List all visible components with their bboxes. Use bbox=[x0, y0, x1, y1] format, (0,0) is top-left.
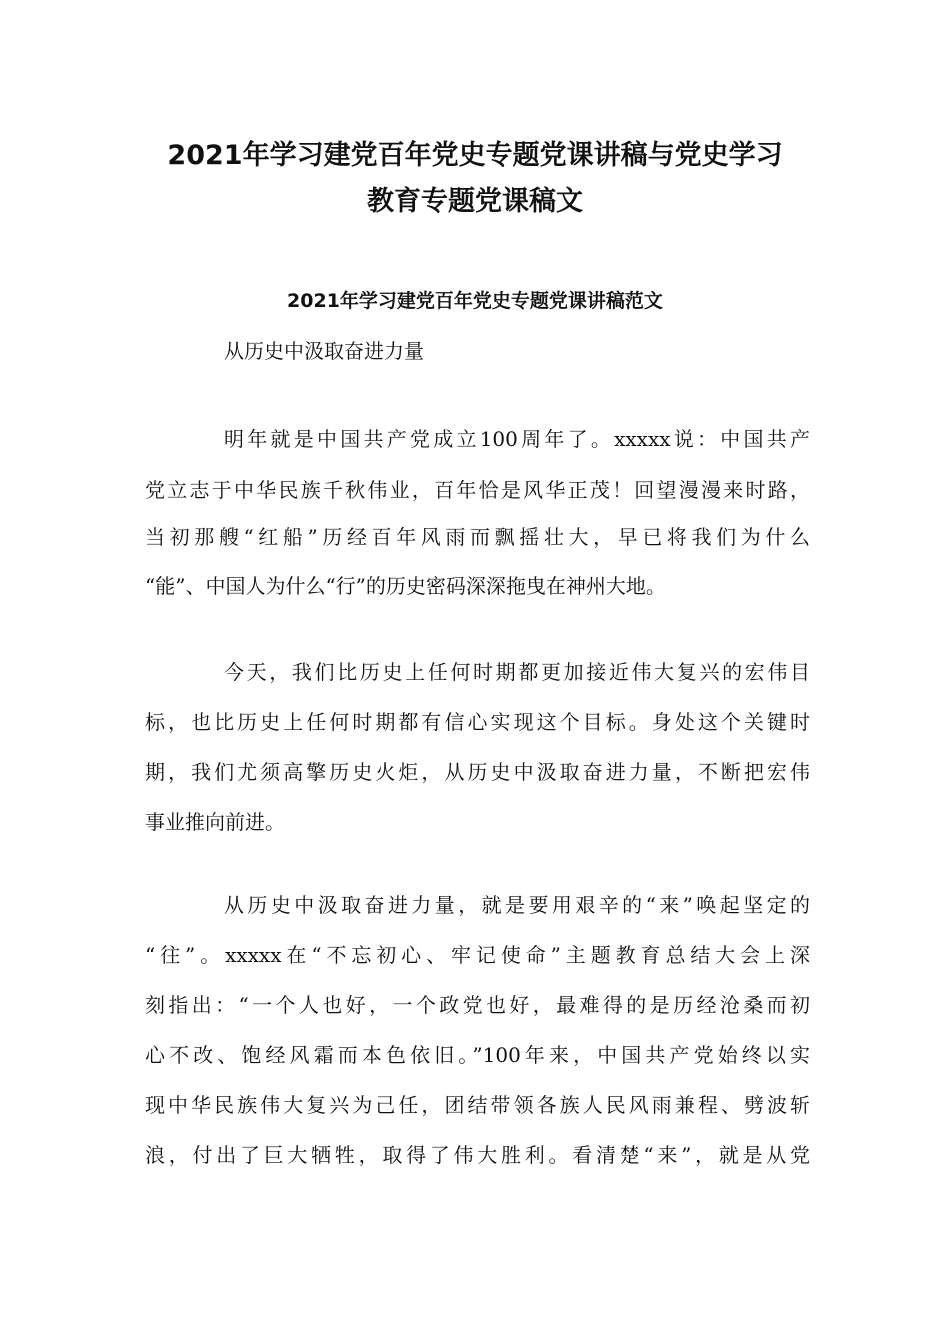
paragraph-2-line-3: 期，我们尤须高擎历史火炬，从历史中汲取奋进力量，不断把宏伟 bbox=[145, 760, 810, 784]
paragraph-2-line-1: 今天，我们比历史上任何时期都更加接近伟大复兴的宏伟目 bbox=[224, 660, 810, 684]
paragraph-1-line-3: 当初那艘“红船”历经百年风雨而飘摇壮大，早已将我们为什么 bbox=[145, 525, 810, 549]
paragraph-3-line-5: 现中华民族伟大复兴为己任，团结带领各族人民风雨兼程、劈波斩 bbox=[145, 1093, 810, 1117]
paragraph-3-line-4: 心不改、饱经风霜而本色依旧。”100年来，中国共产党始终以实 bbox=[145, 1043, 810, 1067]
document-title-line-1: 2021年学习建党百年党史专题党课讲稿与党史学习 bbox=[167, 140, 783, 171]
paragraph-2-line-4: 事业推向前进。 bbox=[145, 810, 285, 834]
paragraph-3-line-6: 浪，付出了巨大牺牲，取得了伟大胜利。看清楚“来”，就是从党 bbox=[145, 1143, 810, 1167]
document-title-line-2: 教育专题党课稿文 bbox=[367, 186, 583, 217]
paragraph-2-line-2: 标，也比历史上任何时期都有信心实现这个目标。身处这个关键时 bbox=[145, 710, 810, 734]
paragraph-3-line-3: 刻指出：“一个人也好，一个政党也好，最难得的是历经沧桑而初 bbox=[145, 993, 810, 1017]
paragraph-3-line-2: “往”。xxxxx在“不忘初心、牢记使命”主题教育总结大会上深 bbox=[145, 943, 810, 967]
section-subtitle: 2021年学习建党百年党史专题党课讲稿范文 bbox=[287, 290, 663, 312]
paragraph-1-line-2: 党立志于中华民族千秋伟业，百年恰是风华正茂！回望漫漫来时路， bbox=[145, 478, 810, 502]
paragraph-1-line-4: “能”、中国人为什么“行”的历史密码深深拖曳在神州大地。 bbox=[145, 574, 666, 598]
paragraph-3-line-1: 从历史中汲取奋进力量，就是要用艰辛的“来”唤起坚定的 bbox=[224, 893, 810, 917]
paragraph-1-line-1: 明年就是中国共产党成立100周年了。xxxxx说：中国共产 bbox=[224, 427, 810, 451]
section-heading: 从历史中汲取奋进力量 bbox=[224, 339, 424, 363]
